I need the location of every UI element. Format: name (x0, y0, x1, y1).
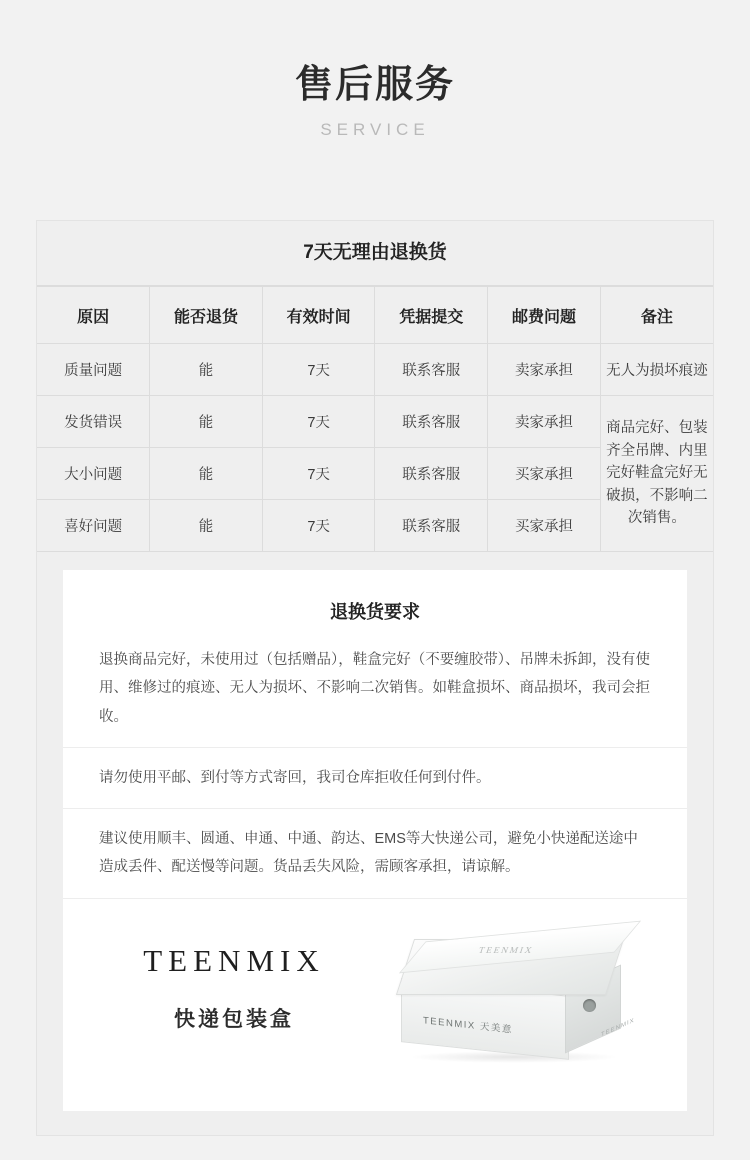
cell-valid-time: 7天 (262, 396, 375, 448)
requirements-panel (63, 570, 687, 1111)
column-header-returnable: 能否退货 (150, 287, 263, 344)
brand-subtitle: 快递包装盒 (174, 1007, 294, 1031)
box-handle-hole-icon (583, 999, 596, 1012)
column-header-valid-time: 有效时间 (262, 287, 375, 344)
cell-reason: 质量问题 (37, 344, 150, 396)
requirements-title: 退换货要求 (330, 602, 420, 622)
cell-proof: 联系客服 (375, 448, 488, 500)
column-header-reason: 原因 (37, 287, 150, 344)
cell-valid-time: 7天 (262, 500, 375, 552)
brand-name: TEENMIX (143, 942, 325, 978)
cell-reason: 发货错误 (37, 396, 150, 448)
service-card (36, 220, 714, 1136)
table-header-row (37, 287, 713, 344)
page-title: 售后服务 (294, 64, 455, 106)
cell-proof: 联系客服 (375, 396, 488, 448)
requirements-paragraph-3: 建议使用顺丰、圆通、申通、中通、韵达、EMS等大快递公司，避免小快递配送途中造成丢件、配送慢等问题。货品丢失风险，需顾客承担，请谅解。 (63, 808, 687, 898)
cell-shipping-fee: 卖家承担 (488, 344, 601, 396)
cell-proof: 联系客服 (375, 344, 488, 396)
box-lid-label: TEENMIX (477, 944, 536, 955)
cell-valid-time: 7天 (262, 448, 375, 500)
column-header-proof: 凭据提交 (375, 287, 488, 344)
box-front-label: TEENMIX 天美意 (423, 1014, 513, 1036)
cell-returnable: 能 (150, 500, 263, 552)
box-side-label: TEENMIX (601, 1017, 635, 1039)
brand-text-group (119, 943, 349, 1033)
card-title: 7天无理由退换货 (37, 221, 713, 286)
cell-proof: 联系客服 (375, 500, 488, 552)
requirements-paragraph-1: 退换商品完好，未使用过（包括赠品），鞋盒完好（不要缠胶带）、吊牌未拆卸，没有使用、维修过的痕迹、无人为损坏、不影响二次销售。如鞋盒损坏、商品损坏，我司会拒收。 (99, 652, 650, 725)
page-header (0, 0, 750, 140)
cell-remark: 无人为损坏痕迹 (600, 344, 713, 396)
brand-block (63, 898, 687, 1111)
cell-shipping-fee: 卖家承担 (488, 396, 601, 448)
cell-reason: 喜好问题 (37, 500, 150, 552)
cell-returnable: 能 (150, 448, 263, 500)
cell-reason: 大小问题 (37, 448, 150, 500)
cell-remark-merged: 商品完好、包装齐全吊牌、内里完好鞋盒完好无破损，不影响二次销售。 (600, 396, 713, 552)
cell-valid-time: 7天 (262, 344, 375, 396)
cell-shipping-fee: 买家承担 (488, 500, 601, 552)
column-header-remark: 备注 (600, 287, 713, 344)
requirements-paragraph-2: 请勿使用平邮、到付等方式寄回，我司仓库拒收任何到付件。 (63, 747, 687, 808)
cell-returnable: 能 (150, 396, 263, 448)
column-header-shipping-fee: 邮费问题 (488, 287, 601, 344)
table-row (37, 396, 713, 448)
cell-returnable: 能 (150, 344, 263, 396)
return-policy-table (37, 286, 713, 552)
table-row (37, 344, 713, 396)
cell-shipping-fee: 买家承担 (488, 448, 601, 500)
page-subtitle: SERVICE (320, 119, 430, 139)
shipping-box-illustration (387, 921, 647, 1091)
